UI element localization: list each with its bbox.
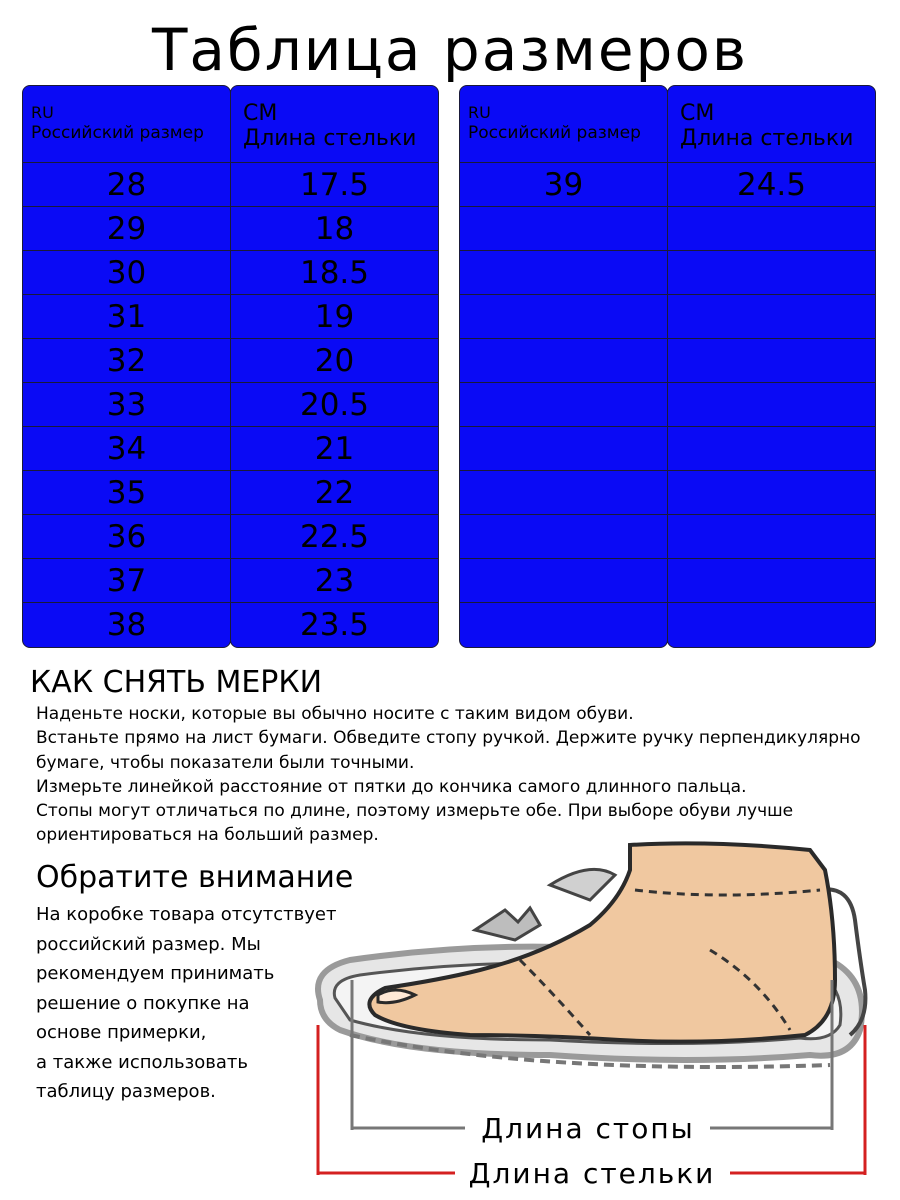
ru-cell bbox=[460, 603, 667, 647]
note-line: а также использовать bbox=[36, 1051, 248, 1073]
instruction-line: Наденьте носки, которые вы обычно носите с таким видом обуви. bbox=[36, 704, 634, 724]
cm-cell: 22.5 bbox=[231, 515, 438, 559]
insole-length-label: Длина стельки bbox=[468, 1157, 716, 1190]
ru-cell bbox=[460, 251, 667, 295]
ru-cell bbox=[460, 339, 667, 383]
ru-cell: 33 bbox=[23, 383, 230, 427]
ru-cell: 36 bbox=[23, 515, 230, 559]
note-line: таблицу размеров. bbox=[36, 1081, 216, 1102]
cm-cell: 20.5 bbox=[231, 383, 438, 427]
cm-cell: 19 bbox=[231, 295, 438, 339]
cm-cell bbox=[668, 427, 875, 471]
cm-cell: 18.5 bbox=[231, 251, 438, 295]
ru-cell: 32 bbox=[23, 339, 230, 383]
note-line: основе примерки, bbox=[36, 1022, 207, 1043]
cm-cell: 23.5 bbox=[299, 607, 370, 643]
cm-cell bbox=[668, 251, 875, 295]
ru-cell bbox=[460, 427, 667, 471]
note-line: На коробке товара отсутствует bbox=[36, 904, 337, 925]
cm-label: Длина стельки bbox=[243, 126, 417, 151]
cm-cell: 22 bbox=[231, 471, 438, 515]
measure-heading: КАК СНЯТЬ МЕРКИ bbox=[30, 665, 323, 700]
left-cm-column bbox=[230, 85, 439, 648]
instruction-line: ориентироваться на больший размер. bbox=[36, 825, 379, 846]
cm-code: CM bbox=[243, 101, 278, 126]
cm-cell: 24.5 bbox=[668, 163, 875, 207]
cm-cell bbox=[668, 515, 875, 559]
cm-cell bbox=[668, 295, 875, 339]
ru-cell: 38 bbox=[106, 607, 147, 643]
ru-code: RU bbox=[468, 103, 491, 122]
cm-cell: 17.5 bbox=[231, 163, 438, 207]
cm-code: CM bbox=[680, 101, 715, 126]
ru-cell bbox=[460, 471, 667, 515]
ru-cell bbox=[460, 515, 667, 559]
ru-header bbox=[460, 86, 667, 163]
ru-cell: 39 bbox=[460, 163, 667, 207]
ru-label: Российский размер bbox=[468, 123, 641, 143]
cm-header bbox=[231, 86, 438, 163]
right-cm-column bbox=[667, 85, 876, 648]
ru-cell: 37 bbox=[23, 559, 230, 603]
left-ru-column bbox=[22, 85, 231, 648]
cm-cell bbox=[668, 383, 875, 427]
cm-cell bbox=[668, 207, 875, 251]
right-ru-column bbox=[459, 85, 668, 648]
ru-cell bbox=[460, 383, 667, 427]
cm-cell bbox=[668, 339, 875, 383]
ru-cell bbox=[460, 295, 667, 339]
cm-header bbox=[668, 86, 875, 163]
note-line: российский размер. Мы bbox=[36, 933, 261, 955]
cm-cell: 23 bbox=[231, 559, 438, 603]
note-heading: Обратите внимание bbox=[36, 860, 354, 895]
instruction-line: бумаге, чтобы показатели были точными. bbox=[36, 752, 415, 773]
ru-cell: 28 bbox=[23, 163, 230, 207]
ru-cell: 31 bbox=[23, 295, 230, 339]
instruction-line: Встаньте прямо на лист бумаги. Обведите стопу ручкой. Держите ручку перпендикулярно bbox=[36, 728, 861, 749]
ru-cell bbox=[460, 207, 667, 251]
foot-measurement-diagram bbox=[290, 830, 890, 1200]
ru-label: Российский размер bbox=[31, 123, 204, 143]
ru-header bbox=[23, 86, 230, 163]
note-line: рекомендуем принимать bbox=[36, 963, 275, 984]
cm-cell: 20 bbox=[231, 339, 438, 383]
instruction-line: Измерьте линейкой расстояние от пятки до кончика самого длинного пальца. bbox=[36, 776, 747, 797]
shoe-laces bbox=[475, 908, 540, 940]
ru-cell: 34 bbox=[23, 427, 230, 471]
instruction-line: Стопы могут отличаться по длине, поэтому измерьте обе. При выборе обуви лучше bbox=[36, 801, 794, 822]
cm-cell: 21 bbox=[231, 427, 438, 471]
cm-cell: 18 bbox=[231, 207, 438, 251]
measure-instructions bbox=[36, 702, 896, 848]
cm-label: Длина стельки bbox=[680, 126, 854, 151]
foot-length-label: Длина стопы bbox=[481, 1112, 695, 1145]
shoe-tongue bbox=[550, 869, 615, 900]
cm-cell bbox=[668, 603, 875, 647]
ru-cell: 29 bbox=[23, 207, 230, 251]
cm-cell bbox=[668, 471, 875, 515]
ru-cell: 30 bbox=[23, 251, 230, 295]
ru-cell bbox=[460, 559, 667, 603]
ru-code: RU bbox=[31, 103, 54, 122]
ru-cell: 35 bbox=[23, 471, 230, 515]
note-line: решение о покупке на bbox=[36, 992, 250, 1014]
cm-cell bbox=[668, 559, 875, 603]
page-title: Таблица размеров bbox=[151, 16, 749, 84]
